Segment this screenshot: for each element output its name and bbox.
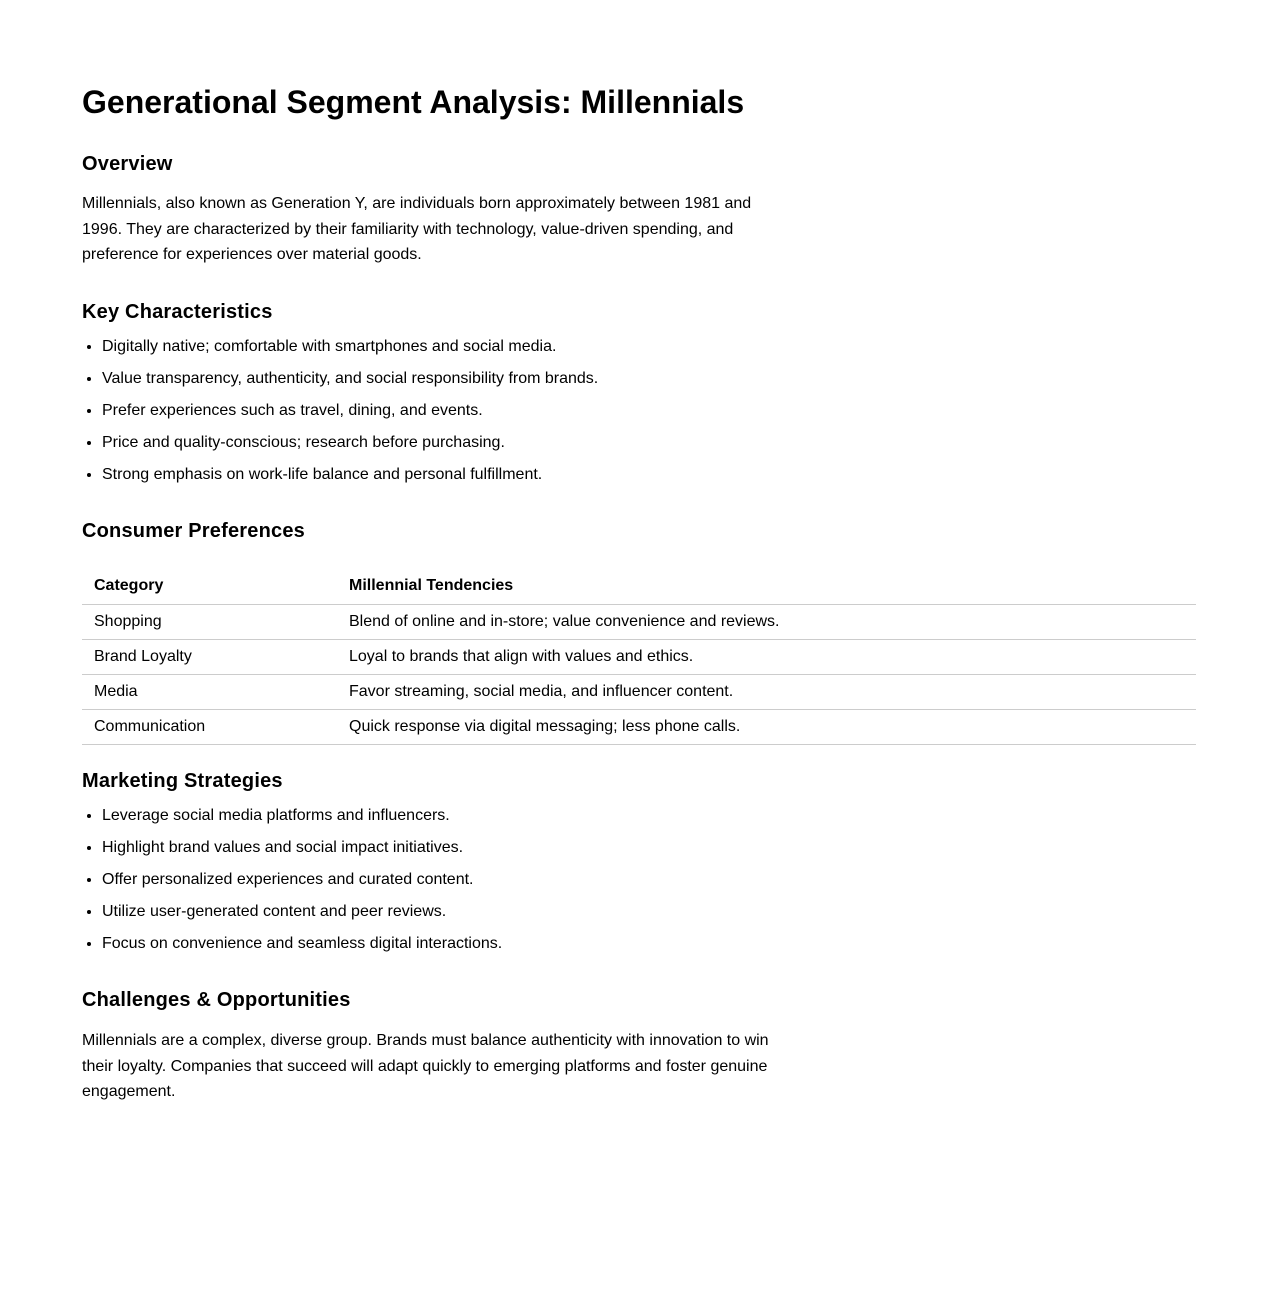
marketing-strategies-heading: Marketing Strategies [82,770,283,792]
consumer-preferences-table [82,568,1196,745]
challenges-text: Millennials are a complex, diverse group. Brands must balance authenticity with innovation to win their loyalty. Companies that succeed will adapt quickly to emerging platforms and foster genuine engagement. [82,1032,769,1101]
table-row [82,605,1196,640]
list-item: • Offer personalized experiences and curated content. [102,870,1196,890]
cell-tendency: Loyal to brands that align with values and ethics. [337,640,1196,675]
page-title: Generational Segment Analysis: Millennials [82,84,745,120]
cell-tendency: Quick response via digital messaging; less phone calls. [337,710,1196,745]
list-item: • Digitally native; comfortable with smartphones and social media. [102,337,1196,357]
list-item: • Highlight brand values and social impact initiatives. [102,838,1196,858]
marketing-strategies-section [82,769,1196,966]
list-item: • Price and quality-conscious; research before purchasing. [102,433,1196,453]
consumer-preferences-heading: Consumer Preferences [82,520,305,542]
key-characteristics-list [82,337,1196,485]
table-row [82,640,1196,675]
list-item: • Utilize user-generated content and peer reviews. [102,902,1196,922]
consumer-preferences-section [82,519,1196,745]
cell-category: Brand Loyalty [82,640,337,675]
key-characteristics-section [82,300,1196,497]
key-characteristics-heading: Key Characteristics [82,301,273,323]
overview-text: Millennials, also known as Generation Y, are individuals born approximately between 1981 and 1996. They are characterized by their familiarity with technology, value-driven spending, and preference for experiences over material goods. [82,195,752,264]
list-item: • Focus on convenience and seamless digital interactions. [102,934,1196,954]
list-item: • Prefer experiences such as travel, dining, and events. [102,401,1196,421]
challenges-section [82,988,1196,1105]
overview-heading: Overview [82,153,173,175]
cell-category: Media [82,675,337,710]
challenges-heading: Challenges & Opportunities [82,989,351,1011]
table-header-row [82,568,1196,605]
table-row [82,710,1196,745]
cell-category: Shopping [82,605,337,640]
marketing-strategies-list [82,806,1196,954]
cell-tendency: Blend of online and in-store; value convenience and reviews. [337,605,1196,640]
cell-tendency: Favor streaming, social media, and influencer content. [337,675,1196,710]
table-row [82,675,1196,710]
list-item: • Strong emphasis on work-life balance and personal fulfillment. [102,465,1196,485]
list-item: • Value transparency, authenticity, and social responsibility from brands. [102,369,1196,389]
column-header-tendencies: Millennial Tendencies [337,568,1196,605]
column-header-category: Category [82,568,337,605]
overview-section [82,152,1196,268]
list-item: • Leverage social media platforms and influencers. [102,806,1196,826]
cell-category: Communication [82,710,337,745]
